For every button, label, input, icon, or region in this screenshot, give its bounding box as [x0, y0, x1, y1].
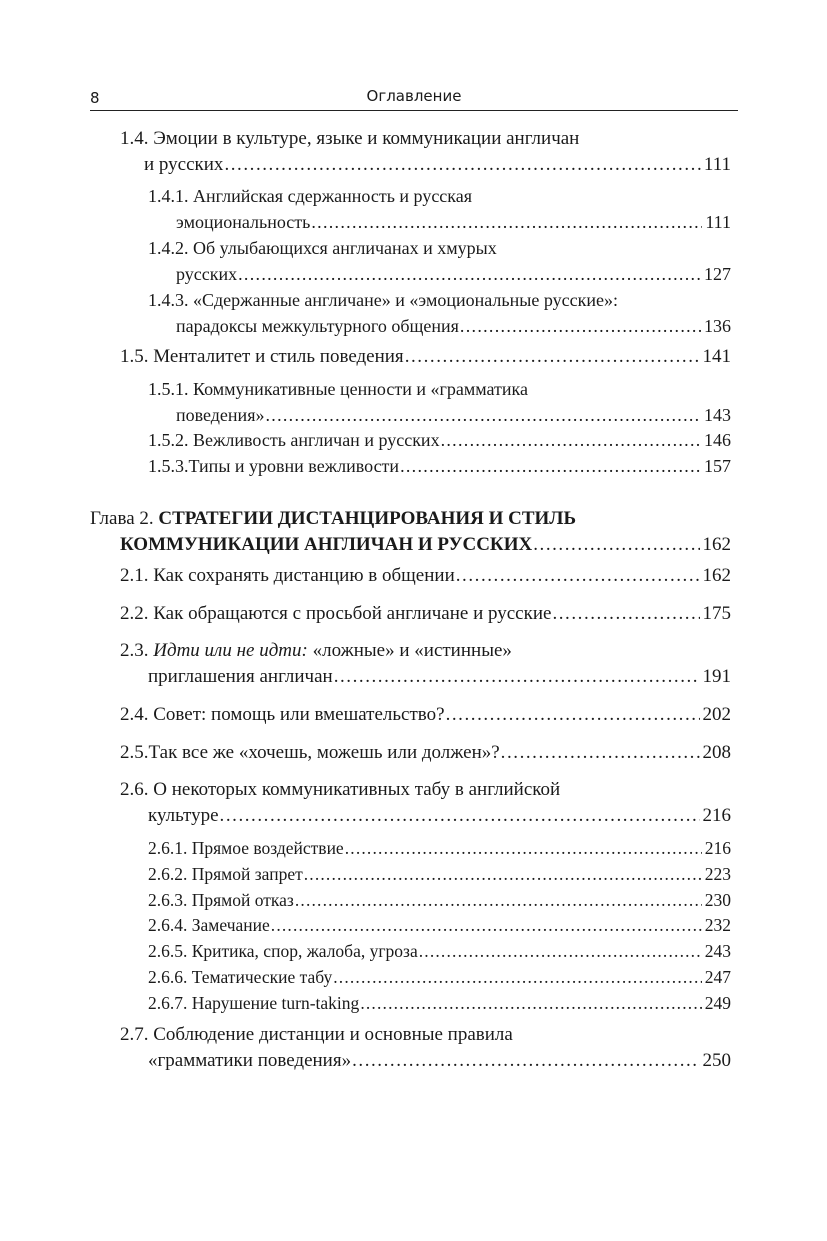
dot-leader [271, 912, 702, 938]
toc-page-number: 136 [704, 316, 731, 336]
toc-entry-text: 2.6.7. Нарушение turn-taking [148, 993, 360, 1013]
toc-entry-text: 2.1. Как сохранять дистанцию в общении [120, 565, 455, 586]
toc-entry-leader-line [148, 209, 731, 235]
toc-entry-1-4-1[interactable] [148, 183, 731, 235]
toc-page-number: 223 [704, 864, 731, 884]
toc-page-number: 111 [705, 212, 731, 232]
toc-entry-text: и русских [144, 154, 224, 175]
dot-leader [295, 887, 702, 913]
dot-leader [334, 664, 700, 690]
toc-page-number: 250 [702, 1050, 731, 1071]
toc-page-number: 157 [704, 456, 731, 476]
toc-page-number: 127 [704, 264, 731, 284]
toc-entry-1-5-1[interactable] [148, 376, 731, 428]
toc-entry-text: 2.6.2. Прямой запрет [148, 864, 303, 884]
dot-leader [441, 427, 701, 453]
dot-leader [405, 344, 700, 370]
toc-entry-number: 2.3. [120, 640, 154, 661]
dot-leader [400, 453, 701, 479]
toc-entry-italic-text: Идти или не идти: [153, 640, 308, 661]
toc-page-number: 146 [704, 430, 731, 450]
toc-page-number: 175 [702, 603, 731, 624]
toc-entry-text: 1.5.2. Вежливость англичан и русских [148, 430, 440, 450]
toc-entry-2-3[interactable] [120, 638, 731, 690]
toc-entry-1-4-2[interactable] [148, 235, 731, 287]
dot-leader [552, 601, 699, 627]
toc-entry-leader-line [148, 887, 731, 913]
toc-page-number: 216 [704, 838, 731, 858]
toc-entry-leader-line [148, 912, 731, 938]
toc-entry-text: 1.5. Менталитет и стиль поведения [120, 346, 404, 367]
toc-page-number: 162 [702, 534, 731, 555]
toc-entry-leader-line [148, 990, 731, 1016]
dot-leader [238, 261, 701, 287]
dot-leader [456, 563, 700, 589]
toc-entry-text: 1.5.3.Типы и уровни вежливости [148, 456, 400, 476]
toc-entry-text: 1.5.1. Коммуникативные ценности и «грамматика [148, 379, 528, 399]
toc-entry-text: эмоциональность [176, 212, 311, 232]
toc-page-number: 247 [704, 967, 731, 987]
dot-leader [265, 402, 701, 428]
toc-entry-leader-line [90, 532, 731, 558]
dot-leader [446, 702, 700, 728]
toc-entry-leader-line [120, 344, 731, 370]
toc-page-number: 243 [704, 941, 731, 961]
toc-entry-text: русских [176, 264, 238, 284]
toc-entry-2-6-2[interactable] [148, 861, 731, 887]
toc-entry-2-7[interactable] [120, 1022, 731, 1074]
toc-entry-text: 2.2. Как обращаются с просьбой англичане и русские [120, 603, 552, 624]
toc-entry-leader-line [120, 664, 731, 690]
toc-entry-2-6-5[interactable] [148, 938, 731, 964]
toc-entry-1-5-2[interactable] [148, 427, 731, 453]
toc-page-number: 249 [704, 993, 731, 1013]
toc-entry-text: парадоксы межкультурного общения [176, 316, 459, 336]
toc-entry-1-4-3[interactable] [148, 287, 731, 339]
page-number: 8 [90, 89, 100, 107]
toc-entry-leader-line [120, 152, 731, 178]
dot-leader [360, 990, 701, 1016]
toc-entry-text: 2.6.5. Критика, спор, жалоба, угроза [148, 941, 418, 961]
toc-page-number: 141 [702, 346, 731, 367]
toc-entry-2-6-6[interactable] [148, 964, 731, 990]
toc-entry-first-line [120, 638, 731, 664]
toc-entry-leader-line [148, 835, 731, 861]
toc-entry-text: культуре [148, 805, 219, 826]
toc-page-number: 216 [702, 805, 731, 826]
dot-leader [224, 152, 700, 178]
dot-leader [345, 835, 702, 861]
toc-entry-2-6-3[interactable] [148, 887, 731, 913]
dot-leader [501, 740, 700, 766]
toc-entry-leader-line [120, 601, 731, 627]
toc-entry-2-6-7[interactable] [148, 990, 731, 1016]
toc-entry-2-4[interactable] [120, 702, 731, 728]
toc-entry-text: 1.4. Эмоции в культуре, языке и коммуникации англичан [120, 128, 580, 149]
toc-entry-2-2[interactable] [120, 601, 731, 627]
toc-entry-text: поведения» [176, 405, 265, 425]
toc-page-number: 143 [704, 405, 731, 425]
dot-leader [220, 803, 700, 829]
toc-entry-2-5[interactable] [120, 740, 731, 766]
toc-entry-1-4[interactable] [120, 126, 731, 178]
dot-leader [311, 209, 702, 235]
toc-entry-2-1[interactable] [120, 563, 731, 589]
toc-entry-text: 2.7. Соблюдение дистанции и основные правила [120, 1024, 513, 1045]
chapter-title: СТРАТЕГИИ ДИСТАНЦИРОВАНИЯ И СТИЛЬ [158, 508, 577, 529]
toc-chapter-2[interactable] [90, 506, 731, 558]
toc-page-number: 202 [702, 704, 731, 725]
toc-entry-text: 2.6.6. Тематические табу [148, 967, 333, 987]
toc-page-number: 162 [702, 565, 731, 586]
toc-entry-leader-line [148, 453, 731, 479]
toc-entry-text: 1.4.1. Английская сдержанность и русская [148, 186, 473, 206]
toc-entry-leader-line [148, 427, 731, 453]
chapter-title-line [90, 506, 731, 532]
toc-entry-leader-line [148, 402, 731, 428]
toc-page-number: 111 [703, 154, 731, 175]
running-title: Оглавление [366, 87, 462, 105]
dot-leader [333, 964, 702, 990]
toc-entry-text: приглашения англичан [148, 666, 333, 687]
toc-entry-text: 2.6.3. Прямой отказ [148, 890, 294, 910]
toc-entry-leader-line [120, 563, 731, 589]
toc-entry-text: 2.6. О некоторых коммуникативных табу в английской [120, 779, 561, 800]
toc-entry-2-6-1[interactable] [148, 835, 731, 861]
toc-entry-1-5[interactable] [120, 344, 731, 370]
toc-entry-text: 2.6.4. Замечание [148, 915, 270, 935]
dot-leader [460, 313, 701, 339]
toc-entry-text: «грамматики поведения» [148, 1050, 352, 1071]
toc-entry-text: 2.4. Совет: помощь или вмешательство? [120, 704, 445, 725]
toc-entry-leader-line [148, 938, 731, 964]
toc-entry-leader-line [120, 1048, 731, 1074]
toc-entry-text: 2.6.1. Прямое воздействие [148, 838, 344, 858]
toc-page-number: 208 [702, 742, 731, 763]
toc-page-number: 230 [704, 890, 731, 910]
toc-entry-text: 2.5.Так все же «хочешь, можешь или должен»? [120, 742, 500, 763]
dot-leader [419, 938, 702, 964]
toc-page-number: 232 [704, 915, 731, 935]
chapter-prefix: Глава 2. [90, 508, 159, 529]
toc-page-number: 191 [702, 666, 731, 687]
dot-leader [352, 1048, 699, 1074]
toc-entry-leader-line [148, 313, 731, 339]
toc-entry-leader-line [148, 261, 731, 287]
dot-leader [533, 532, 699, 558]
toc-entry-1-5-3[interactable] [148, 453, 731, 479]
dot-leader [304, 861, 702, 887]
page-header [90, 84, 738, 111]
toc-entry-text: 1.4.2. Об улыбающихся англичанах и хмурых [148, 238, 497, 258]
chapter-title: КОММУНИКАЦИИ АНГЛИЧАН И РУССКИХ [120, 534, 533, 555]
toc-entry-leader-line [120, 803, 731, 829]
toc-entry-leader-line [148, 861, 731, 887]
toc-entry-leader-line [120, 702, 731, 728]
toc-entry-text: «ложные» и «истинные» [307, 640, 512, 661]
toc-entry-2-6[interactable] [120, 777, 731, 829]
toc-entry-2-6-4[interactable] [148, 912, 731, 938]
toc-entry-text: 1.4.3. «Сдержанные англичане» и «эмоциональные русские»: [148, 290, 618, 310]
toc-entry-leader-line [148, 964, 731, 990]
toc-entry-leader-line [120, 740, 731, 766]
